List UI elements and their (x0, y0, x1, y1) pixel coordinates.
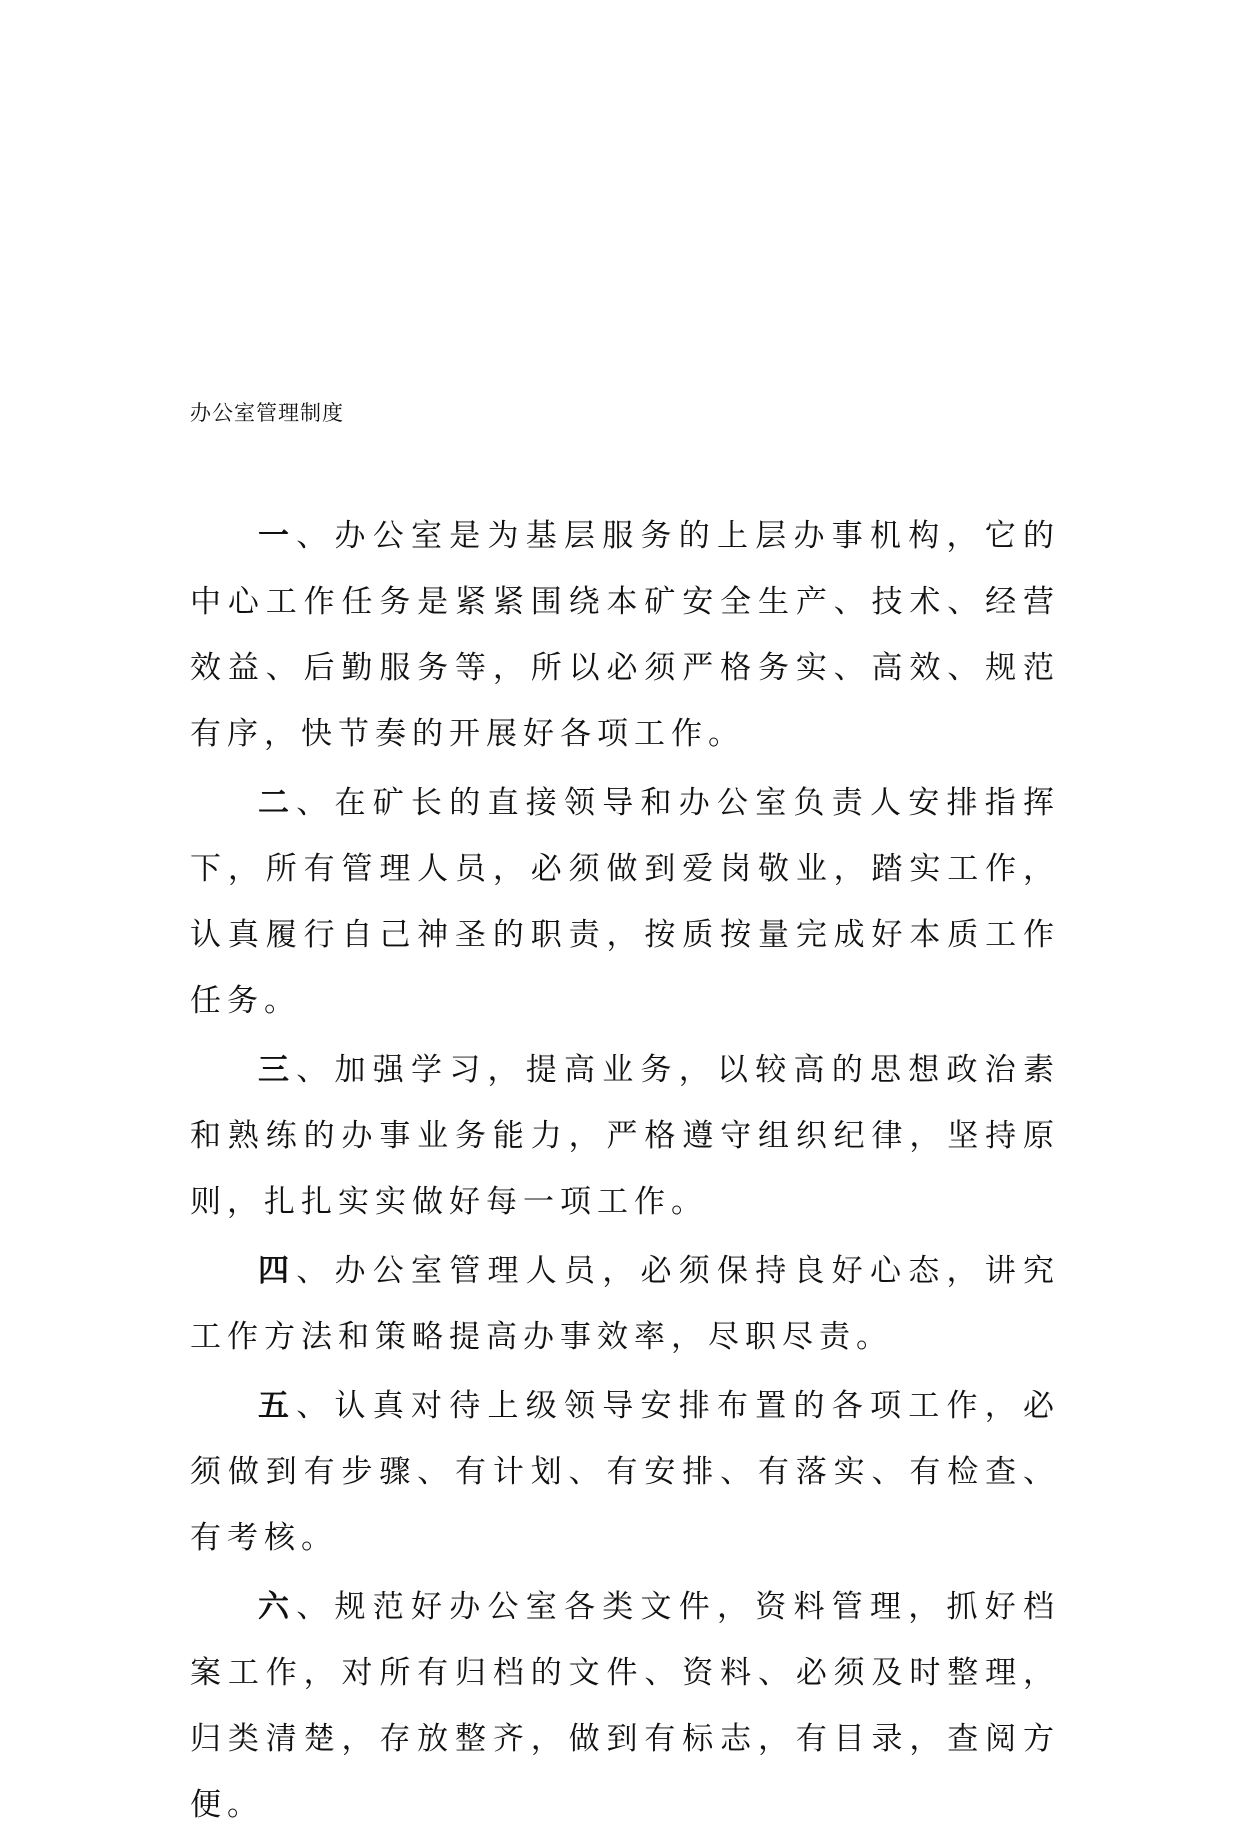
paragraph-number: 三 (258, 1052, 297, 1088)
paragraph-number: 六 (258, 1589, 297, 1625)
document-title: 办公室管理制度 (190, 401, 344, 425)
paragraph-text: 、规范好办公室各类文件，资料管理，抓好档案工作，对所有归档的文件、资料、必须及时整理，归类清楚，存放整齐，做到有标志，有目录，查阅方便。 (190, 1589, 1060, 1823)
paragraph-number: 五 (258, 1388, 297, 1424)
paragraph-text: 、办公室是为基层服务的上层办事机构，它的中心工作任务是紧紧围绕本矿安全生产、技术、经营效益、后勤服务等，所以必须严格务实、高效、规范有序，快节奏的开展好各项工作。 (190, 518, 1060, 752)
paragraph-2 (190, 770, 1060, 1034)
paragraph-5 (190, 1373, 1060, 1571)
paragraph-number: 二 (258, 785, 297, 821)
paragraph-1 (190, 503, 1060, 767)
paragraph-text: 、认真对待上级领导安排布置的各项工作，必须做到有步骤、有计划、有安排、有落实、有检查、有考核。 (190, 1388, 1060, 1556)
paragraph-text: 、在矿长的直接领导和办公室负责人安排指挥下，所有管理人员，必须做到爱岗敬业，踏实工作，认真履行自己神圣的职责，按质按量完成好本质工作任务。 (190, 785, 1060, 1019)
paragraph-4 (190, 1238, 1060, 1370)
paragraph-3 (190, 1037, 1060, 1235)
paragraph-6 (190, 1574, 1060, 1838)
paragraph-number: 一 (258, 518, 297, 554)
paragraph-text: 、加强学习，提高业务，以较高的思想政治素和熟练的办事业务能力，严格遵守组织纪律，坚持原则，扎扎实实做好每一项工作。 (190, 1052, 1060, 1220)
paragraph-text: 、办公室管理人员，必须保持良好心态，讲究工作方法和策略提高办事效率，尽职尽责。 (190, 1253, 1060, 1355)
document-body (190, 503, 1060, 1841)
paragraph-number: 四 (258, 1253, 297, 1289)
